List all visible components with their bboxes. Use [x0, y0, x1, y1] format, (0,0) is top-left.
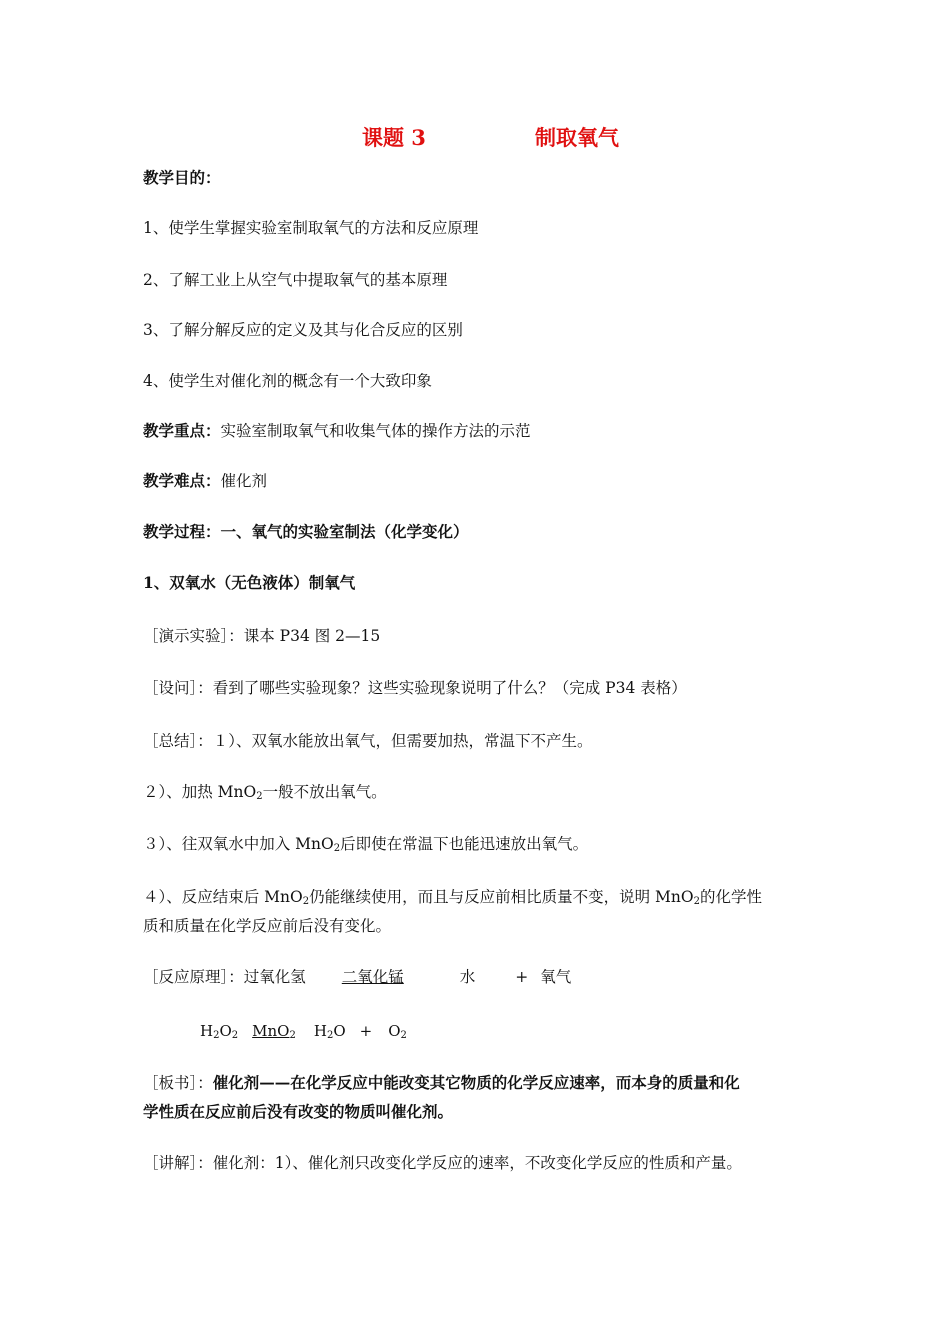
key-point-text: 实验室制取氧气和收集气体的操作方法的示范 — [220, 422, 531, 440]
subscript: 2 — [213, 1030, 220, 1041]
lesson-number: 课题 3 — [362, 125, 426, 150]
summary-3-text: ３）、往双氧水中加入 MnO — [143, 835, 334, 853]
key-point-label: 教学重点： — [143, 421, 221, 440]
summary-4-line2: 质和质量在化学反应前后没有变化。 — [143, 917, 392, 935]
reaction-principle — [143, 967, 571, 987]
subscript: 2 — [400, 1030, 407, 1041]
demo-line: ［演示实验］：课本 P34 图 2—15 — [143, 627, 381, 645]
lesson-topic: 制取氧气 — [535, 125, 619, 150]
subscript: 2 — [333, 843, 341, 854]
principle-product-oxygen: 氧气 — [540, 968, 572, 986]
process-heading: 教学过程：一、氧气的实验室制法（化学变化） — [143, 522, 469, 541]
objective-item: 1、使学生掌握实验室制取氧气的方法和反应原理 — [143, 219, 479, 237]
eq-catalyst — [246, 1022, 314, 1040]
subscript: 2 — [326, 1030, 334, 1041]
chemical-equation — [200, 1021, 407, 1041]
explain-line: ［讲解］：催化剂：1）、催化剂只改变化学反应的速率，不改变化学反应的性质和产量。 — [143, 1154, 742, 1172]
subscript: 2 — [231, 1030, 239, 1041]
lesson-title — [0, 122, 950, 152]
principle-label: ［反应原理］：过氧化氢 — [143, 968, 306, 986]
key-point — [143, 421, 531, 441]
eq-product-water: H — [313, 1022, 327, 1040]
summary-2 — [143, 782, 387, 802]
difficulty-text: 催化剂 — [220, 472, 268, 490]
summary-2-text: 一般不放出氧气。 — [262, 783, 387, 801]
eq-catalyst-text: MnO — [252, 1022, 290, 1040]
difficulty-label: 教学难点： — [143, 471, 221, 490]
subscript: 2 — [693, 896, 700, 907]
objective-item: 4、使学生对催化剂的概念有一个大致印象 — [143, 372, 432, 390]
board-line-1 — [143, 1073, 740, 1093]
summary-3 — [143, 834, 588, 854]
eq-reactant: O — [219, 1022, 232, 1040]
eq-plus: + — [359, 1022, 373, 1040]
summary-3-text: 后即使在常温下也能迅速放出氧气。 — [340, 835, 589, 853]
subscript: 2 — [302, 896, 310, 907]
subscript: 2 — [289, 1030, 296, 1041]
principle-catalyst — [312, 968, 460, 986]
summary-4-text: ４）、反应结束后 MnO — [143, 888, 303, 906]
difficulty — [143, 471, 267, 491]
board-definition: 催化剂——在化学反应中能改变其它物质的化学反应速率，而本身的质量和化 — [212, 1073, 740, 1092]
summary-4-text: 仍能继续使用，而且与反应前相比质量不变，说明 MnO — [309, 888, 694, 906]
principle-plus: + — [515, 968, 529, 986]
eq-reactant: H — [200, 1022, 214, 1040]
board-line-2: 学性质在反应前后没有改变的物质叫催化剂。 — [143, 1102, 454, 1121]
objective-item: 2、了解工业上从空气中提取氧气的基本原理 — [143, 271, 448, 289]
board-label: ［板书］： — [143, 1074, 213, 1092]
eq-product-oxygen: O — [388, 1022, 401, 1040]
eq-product-water: O — [333, 1022, 346, 1040]
subscript: 2 — [256, 791, 263, 802]
principle-product-water: 水 — [459, 968, 476, 986]
summary-4-text: 的化学性 — [700, 888, 763, 906]
summary-4 — [143, 887, 762, 907]
objectives-heading: 教学目的： — [143, 168, 221, 187]
catalyst-name: 二氧化锰 — [341, 968, 404, 986]
question-line: ［设问］：看到了哪些实验现象？这些实验现象说明了什么？（完成 P34 表格） — [143, 679, 687, 697]
objective-item: 3、了解分解反应的定义及其与化合反应的区别 — [143, 321, 463, 339]
summary-1: ［总结］：１）、双氧水能放出氧气，但需要加热，常温下不产生。 — [143, 732, 593, 750]
summary-2-text: ２）、加热 MnO — [143, 783, 257, 801]
section-heading: 1、双氧水（无色液体）制氧气 — [143, 573, 356, 592]
